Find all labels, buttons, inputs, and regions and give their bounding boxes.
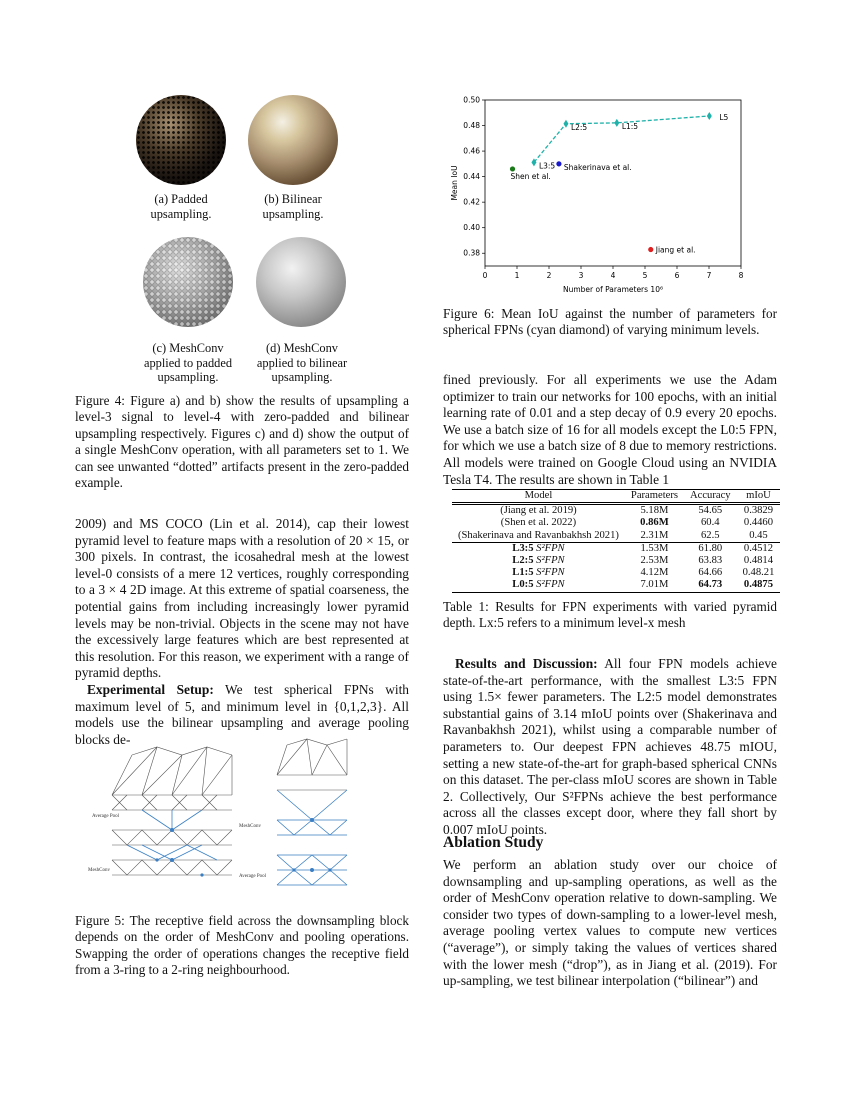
- table-row: [452, 567, 780, 579]
- table-cell: 0.4875: [743, 579, 774, 591]
- table-header-model: Model: [524, 490, 553, 501]
- data-label: Shen et al.: [510, 171, 551, 181]
- figure-5-diagram: [82, 735, 362, 905]
- sphere-padded-upsampling: [136, 95, 226, 185]
- y-tick-label: 0.42: [463, 197, 480, 207]
- figure-6-chart: [445, 90, 775, 295]
- sphere-bilinear-upsampling: [248, 95, 338, 185]
- data-point-circle: [510, 166, 515, 171]
- sphere-meshconv-padded: [143, 237, 233, 327]
- fig5-label-meshconv-right: MeshConv: [239, 824, 261, 829]
- subcaption-a: (a) Padded upsampling.: [150, 192, 212, 221]
- data-label: L1:5: [621, 121, 639, 131]
- table-cell: 62.5: [701, 529, 720, 541]
- table-row: [452, 517, 780, 529]
- x-tick-label: 6: [674, 271, 680, 280]
- table-cell: 60.4: [701, 517, 720, 529]
- experimental-setup-text: We test spherical FPNs with maximum level of 5, and minimum level in {0,1,2,3}. All models use the bilinear upsampling and average pooling blocks de-: [75, 681, 409, 747]
- data-label: L5: [719, 112, 729, 122]
- data-label: Jiang et al.: [655, 245, 696, 255]
- table-cell: L0:5 S²FPN: [512, 579, 565, 591]
- table-header-accuracy: Accuracy: [689, 490, 731, 501]
- chart-frame: [485, 100, 741, 266]
- subcaption-c: (c) MeshConv applied to padded upsampling.: [143, 341, 233, 385]
- sphere-meshconv-bilinear: [256, 237, 346, 327]
- table-cell: 0.48.21: [742, 567, 775, 579]
- table-cell: (Jiang et al. 2019): [500, 505, 577, 517]
- x-tick-label: 7: [706, 271, 712, 280]
- table-cell: 64.66: [698, 567, 723, 579]
- table-cell: 1.53M: [640, 542, 669, 554]
- table-cell: 0.4460: [743, 517, 774, 529]
- data-point-circle: [556, 161, 561, 166]
- table-row: [452, 530, 780, 543]
- table-row: [452, 555, 780, 567]
- table-cell: L1:5 S²FPN: [512, 567, 565, 579]
- data-point-circle: [648, 247, 653, 252]
- x-axis-label: Number of Parameters 10⁶: [563, 285, 663, 294]
- table-cell: 0.3829: [743, 505, 774, 517]
- x-tick-label: 1: [514, 271, 520, 280]
- data-label: L2:5: [570, 122, 588, 132]
- y-tick-label: 0.38: [463, 248, 480, 258]
- x-tick-label: 2: [546, 271, 552, 280]
- x-tick-label: 8: [738, 271, 744, 280]
- fig5-label-avgpool-left: Average Pool: [92, 814, 119, 819]
- data-point-diamond: [614, 119, 619, 127]
- y-tick-label: 0.50: [463, 95, 480, 105]
- experimental-setup-heading: Experimental Setup:: [87, 681, 214, 697]
- table-cell: 61.80: [698, 542, 723, 554]
- subcaption-d: (d) MeshConv applied to bilinear upsampling.: [256, 341, 348, 385]
- figure-5-caption: Figure 5: The receptive field across the downsampling block depends on the order of MeshConv and pooling operations. Swapping the order of operations changes the receptive field from a 3-ring to a 2-ring neighbourhood.: [75, 913, 409, 978]
- results-text: All four FPN models achieve state-of-the-art performance, with the smallest L3:5 FPN using 1.5× fewer parameters. The L2:5 model demonstrates substantial gains of 3.14 mIoU points over (Shakerinava and Ravanbakhsh 2021), whilst using a comparable number of parameters to. Our deepest FPN achieves 48.75 mIOU, setting a new state-of-the-art for graph-based spherical CNNs on this dataset. The per-class mIoU scores are shown in Table 2. Collectively, Our S²FPNs achieve the best performance across all the classes except door, where they fall short by 0.007 mIoU points.: [443, 656, 778, 837]
- y-tick-label: 0.48: [463, 121, 480, 131]
- table-cell: 4.12M: [640, 567, 669, 579]
- table-cell: 5.18M: [640, 505, 669, 517]
- subcaption-b: (b) Bilinear upsampling.: [262, 192, 324, 221]
- data-point-diamond: [563, 120, 568, 128]
- figure-6-caption: Figure 6: Mean IoU against the number of parameters for spherical FPNs (cyan diamond) of varying minimum levels.: [443, 306, 777, 338]
- table-cell: (Shen et al. 2022): [500, 517, 577, 529]
- x-tick-label: 5: [642, 271, 648, 280]
- fig5-label-meshconv-left: MeshConv: [88, 868, 110, 873]
- table-cell: 0.4512: [743, 542, 774, 554]
- x-tick-label: 0: [482, 271, 488, 280]
- x-tick-label: 3: [578, 271, 584, 280]
- x-tick-label: 4: [610, 271, 616, 280]
- table-header-miou: mIoU: [746, 490, 771, 501]
- table-1: [452, 489, 780, 593]
- table-row: [452, 579, 780, 592]
- table-cell: 2.53M: [640, 555, 669, 567]
- table-cell: 7.01M: [640, 579, 669, 591]
- table-cell: 63.83: [698, 555, 723, 567]
- data-point-diamond: [707, 112, 712, 120]
- table-header-parameters: Parameters: [630, 490, 678, 501]
- body-paragraph-1: 2009) and MS COCO (Lin et al. 2014), cap their lowest pyramid level to feature maps with a resolution of 20 × 15, or 300 pixels. In contrast, the icosahedral mesh at the lowest level-0 consists of a mere 12 vertices, roughly corresponding to a 3 × 4 2D image. At this extreme of spatial coarseness, the potential gains from including increasingly lower pyramid levels may be non-trivial. Objects in the scene may not have the excessively large features which are best represented at this resolution. For this reason, we experiment with a range of pyramid depths.: [75, 516, 409, 681]
- results-heading: Results and Discussion:: [455, 656, 598, 671]
- data-label: L3:5: [538, 161, 556, 171]
- results-paragraph: [443, 656, 777, 839]
- table-cell: L3:5 S²FPN: [512, 542, 565, 554]
- table-row: [452, 542, 780, 555]
- y-tick-label: 0.46: [463, 146, 480, 156]
- table-cell: (Shakerinava and Ravanbakhsh 2021): [458, 529, 619, 541]
- fig5-label-avgpool-right: Average Pool: [239, 874, 266, 879]
- ablation-study-heading: Ablation Study: [443, 834, 544, 851]
- table-cell: 2.31M: [640, 529, 669, 541]
- body-paragraph-right-1: fined previously. For all experiments we use the Adam optimizer to train our networks for 100 epochs, with an initial learning rate of 0.01 and a step decay of 0.9 every 20 epochs. We use a batch size of 16 for all models except the L0:5 FPN, for which we use a batch size of 8 due to memory restrictions. All models were trained on Google Cloud using an NVIDIA Tesla T4. The results are shown in Table 1: [443, 372, 777, 487]
- table-cell: 0.86M: [640, 517, 669, 529]
- table-cell: L2:5 S²FPN: [512, 555, 565, 567]
- table-cell: 64.73: [698, 579, 723, 591]
- table-row: [452, 504, 780, 518]
- table-1-caption: Table 1: Results for FPN experiments with varied pyramid depth. Lx:5 refers to a minimum level-x mesh: [443, 599, 777, 631]
- table-cell: 54.65: [698, 505, 723, 517]
- y-tick-label: 0.40: [463, 223, 480, 233]
- y-axis-label: Mean IoU: [450, 165, 459, 201]
- table-cell: 0.45: [749, 529, 768, 541]
- ablation-paragraph: We perform an ablation study over our choice of downsampling and up-sampling operations, as well as the order of MeshConv operation relative to down-sampling. We consider two types of down-sampling to a lower-level mesh, average pooling vertex values to compute new vertices (“average”), or simply taking the values of vertices shared with the lower mesh (“drop”), as in Jiang et al. (2019). For up-sampling, we test bilinear interpolation (“bilinear”) and: [443, 857, 777, 989]
- figure-4-caption: Figure 4: Figure a) and b) show the results of upsampling a level-3 signal to level-4 with zero-padded and bilinear upsampling respectively. Figures c) and d) show the output of a single MeshConv operation, with all parameters set to 1. We can see unwanted “dotted” artifacts present in the zero-padded example.: [75, 393, 409, 491]
- data-label: Shakerinava et al.: [563, 162, 632, 172]
- table-cell: 0.4814: [743, 555, 774, 567]
- y-tick-label: 0.44: [463, 172, 480, 182]
